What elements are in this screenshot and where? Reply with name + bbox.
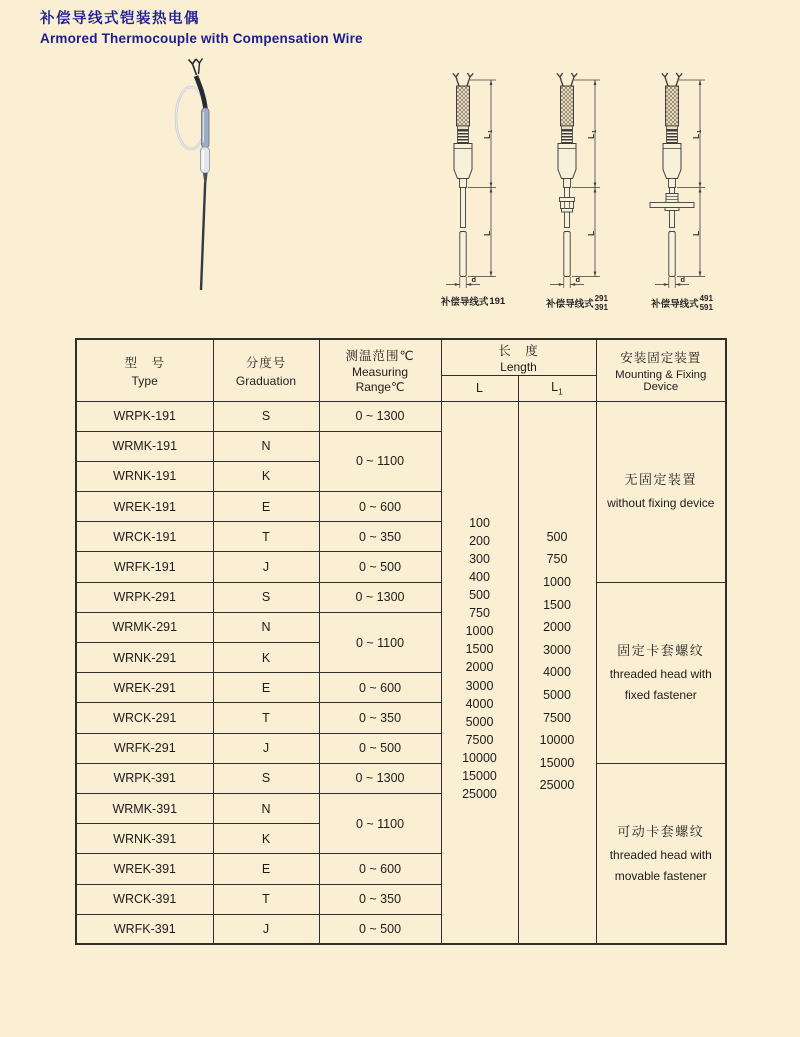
col-header-length-cn: 长 度: [498, 343, 539, 358]
l1-values-list: 500 750 1000 1500 2000 3000 4000 5000 7500 10000 15000 25000: [539, 529, 575, 793]
diagram-291-391-caption: [532, 294, 622, 312]
l1-subscript: 1: [558, 386, 563, 397]
mounting-cell: [596, 582, 726, 763]
graduation-cell: J: [213, 914, 319, 944]
length-l1-cell: [518, 401, 596, 944]
type-cell: WREK-291: [76, 673, 213, 703]
svg-text:L: L: [691, 230, 701, 236]
range-cell: 0 ~ 500: [319, 733, 441, 763]
diagram-291-391-drawing: [532, 70, 622, 292]
col-header-graduation-cn: 分度号: [245, 355, 287, 370]
col-header-l: [441, 375, 518, 401]
range-cell: 0 ~ 1100: [319, 431, 441, 491]
graduation-cell: S: [213, 582, 319, 612]
diagram-291-391: [532, 70, 622, 312]
graduation-cell: T: [213, 703, 319, 733]
caption-prefix: 补偿导线式: [440, 297, 489, 308]
graduation-cell: K: [213, 643, 319, 673]
mounting-cn: 无固定装置: [624, 472, 698, 488]
graduation-cell: E: [213, 673, 319, 703]
diagram-191-caption: [428, 294, 518, 308]
range-cell: 0 ~ 350: [319, 884, 441, 914]
range-cell: 0 ~ 600: [319, 854, 441, 884]
graduation-cell: N: [213, 431, 319, 461]
dim-d-label: d: [680, 275, 686, 284]
type-cell: WREK-391: [76, 854, 213, 884]
mounting-cell: [596, 401, 726, 582]
type-cell: WRMK-391: [76, 793, 213, 823]
graduation-cell: N: [213, 612, 319, 642]
page-title-cn: 补偿导线式铠装热电偶: [40, 11, 200, 27]
graduation-cell: J: [213, 552, 319, 582]
l1-label: L: [551, 379, 559, 394]
thermocouple-photo: [150, 56, 246, 308]
col-header-length-en: Length: [500, 359, 537, 374]
col-header-mounting-en: Mounting & Fixing Device: [615, 368, 707, 393]
range-cell: 0 ~ 1300: [319, 582, 441, 612]
graduation-cell: J: [213, 733, 319, 763]
svg-text:1: 1: [592, 129, 598, 133]
specification-table: [75, 338, 727, 945]
col-header-range-cn: 测温范围℃: [345, 349, 415, 364]
type-cell: WRPK-391: [76, 763, 213, 793]
type-cell: WRNK-191: [76, 461, 213, 491]
caption-code: 491: [699, 294, 713, 303]
range-cell: 0 ~ 1100: [319, 793, 441, 853]
range-cell: 0 ~ 600: [319, 673, 441, 703]
col-header-mounting-cn: 安装固定装置: [620, 350, 702, 365]
page-title-en: Armored Thermocouple with Compensation Wire: [40, 31, 363, 46]
type-cell: WRFK-291: [76, 733, 213, 763]
diagram-191-drawing: [428, 70, 518, 292]
dim-l1-label: [482, 130, 494, 139]
range-cell: 0 ~ 1100: [319, 612, 441, 672]
mounting-cn: 可动卡套螺纹: [617, 823, 705, 839]
graduation-cell: E: [213, 492, 319, 522]
type-cell: WRNK-391: [76, 824, 213, 854]
table-row: [76, 582, 726, 612]
type-cell: WRFK-391: [76, 914, 213, 944]
table-row: [76, 763, 726, 793]
caption-code: 591: [699, 303, 713, 313]
svg-text:1: 1: [697, 129, 703, 133]
type-cell: WRNK-291: [76, 643, 213, 673]
col-header-length: [441, 339, 596, 375]
svg-text:L: L: [482, 133, 492, 139]
caption-codes: [700, 294, 713, 312]
range-cell: 0 ~ 1300: [319, 763, 441, 793]
caption-codes: [595, 294, 608, 312]
dim-l1-label: [586, 130, 598, 139]
graduation-cell: S: [213, 401, 319, 431]
col-header-range: [319, 339, 441, 401]
type-cell: WRCK-291: [76, 703, 213, 733]
col-header-mounting: [596, 339, 726, 401]
graduation-cell: S: [213, 763, 319, 793]
svg-text:L: L: [586, 230, 596, 236]
l-label: L: [476, 381, 483, 395]
range-cell: 0 ~ 500: [319, 552, 441, 582]
col-header-type: [76, 339, 213, 401]
type-cell: WRPK-291: [76, 582, 213, 612]
mounting-en: without fixing device: [607, 496, 715, 511]
range-cell: 0 ~ 500: [319, 914, 441, 944]
diagram-491-591-caption: [637, 294, 727, 312]
dim-l-label: [482, 231, 492, 236]
diagram-491-591-drawing: [637, 70, 727, 292]
l-values-list: 100 200 300 400 500 750 1000 1500 2000 3000 4000 5000 7500 10000 15000 25000: [462, 515, 497, 802]
caption-code: 391: [594, 303, 608, 313]
dim-l1-label: [691, 130, 703, 139]
col-header-graduation: [213, 339, 319, 401]
caption-code: 291: [594, 294, 608, 303]
thermocouple-photo-image: [150, 56, 246, 308]
table-row: [76, 401, 726, 431]
caption-prefix: 补偿导线式: [546, 299, 594, 311]
page-title: [40, 7, 363, 46]
type-cell: WREK-191: [76, 492, 213, 522]
dim-d-label: d: [471, 275, 477, 284]
type-cell: WRMK-191: [76, 431, 213, 461]
diagram-491-591: [637, 70, 727, 312]
svg-text:L: L: [482, 230, 492, 236]
diagram-191: [428, 70, 518, 308]
graduation-cell: T: [213, 522, 319, 552]
dim-d-label: d: [575, 275, 581, 284]
mounting-cell: [596, 763, 726, 944]
range-cell: 0 ~ 350: [319, 703, 441, 733]
range-cell: 0 ~ 600: [319, 492, 441, 522]
length-l-cell: [441, 401, 518, 944]
col-header-l1: [518, 375, 596, 401]
dim-l-label: [691, 231, 701, 236]
svg-text:1: 1: [488, 129, 494, 133]
col-header-range-en2: Range℃: [355, 380, 405, 395]
col-header-type-en: Type: [131, 373, 158, 388]
caption-code: 191: [489, 295, 506, 307]
svg-text:L: L: [691, 133, 701, 139]
mounting-en: threaded head with fixed fastener: [609, 666, 712, 702]
range-cell: 0 ~ 350: [319, 522, 441, 552]
svg-text:L: L: [586, 133, 596, 139]
graduation-cell: K: [213, 461, 319, 491]
range-cell: 0 ~ 1300: [319, 401, 441, 431]
mounting-en: threaded head with movable fastener: [609, 847, 712, 883]
graduation-cell: E: [213, 854, 319, 884]
dim-l-label: [586, 231, 596, 236]
type-cell: WRPK-191: [76, 401, 213, 431]
type-cell: WRCK-391: [76, 884, 213, 914]
col-header-type-cn: 型 号: [124, 355, 165, 370]
col-header-range-en1: Measuring: [351, 365, 409, 380]
type-cell: WRMK-291: [76, 612, 213, 642]
col-header-graduation-en: Graduation: [235, 373, 297, 388]
type-cell: WRFK-191: [76, 552, 213, 582]
caption-prefix: 补偿导线式: [651, 299, 699, 311]
mounting-cn: 固定卡套螺纹: [617, 642, 705, 658]
graduation-cell: T: [213, 884, 319, 914]
type-cell: WRCK-191: [76, 522, 213, 552]
graduation-cell: K: [213, 824, 319, 854]
graduation-cell: N: [213, 793, 319, 823]
